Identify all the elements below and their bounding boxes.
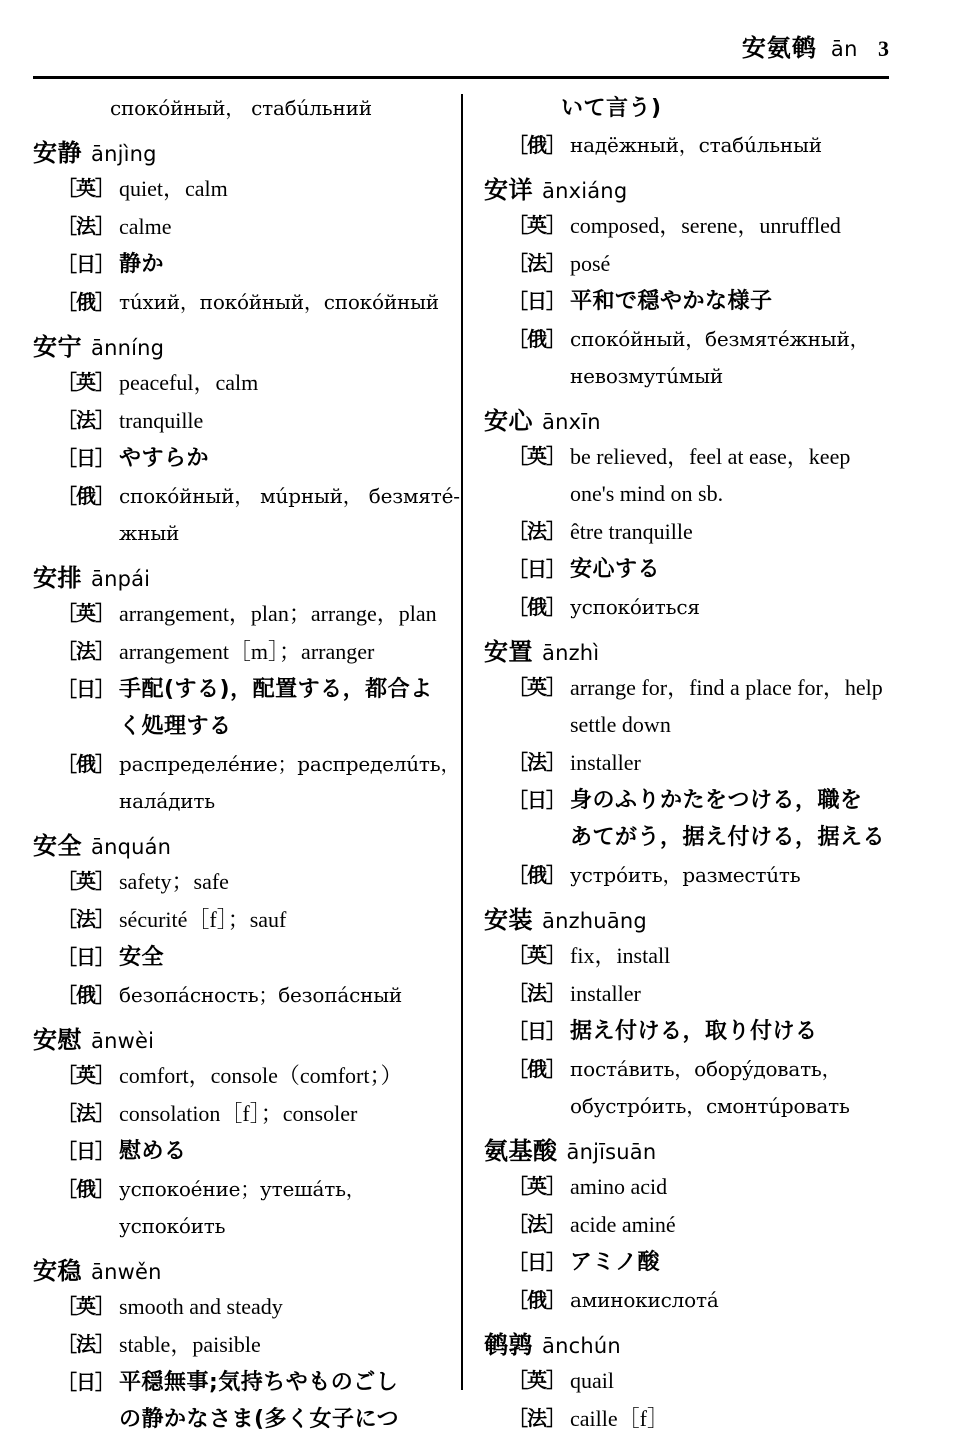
language-tag: ［英］: [57, 1294, 114, 1318]
sense-body: [114, 1171, 438, 1245]
sense-row: [484, 321, 889, 395]
language-tag: ［法］: [57, 1101, 114, 1125]
sense-row: [33, 1171, 438, 1245]
language-tag: ［法］: [508, 750, 565, 774]
sense-row: [33, 901, 438, 938]
gloss-line: постáвить，оборýдовать，: [570, 1057, 842, 1081]
dictionary-entry[interactable]: [33, 1020, 438, 1245]
sense-body: [565, 321, 889, 395]
sense-row: [33, 364, 438, 401]
headword-pinyin: ānjīsuān: [566, 1140, 657, 1164]
headword-characters: 安心: [484, 407, 533, 435]
headword-pinyin: ānxiáng: [542, 179, 628, 203]
sense-row: [33, 595, 438, 632]
headword-line[interactable]: [484, 632, 889, 667]
sense-row: [484, 127, 889, 164]
sense-body: [565, 1168, 889, 1205]
gloss-line: arrangement［m］；arranger: [119, 639, 375, 664]
dictionary-entry[interactable]: [484, 632, 889, 894]
sense-body: [565, 1282, 889, 1319]
headword-line[interactable]: [33, 1251, 438, 1286]
sense-body: [565, 1051, 889, 1125]
gloss-line: налáдить: [119, 789, 215, 813]
sense-row: [33, 977, 438, 1014]
gloss-line: composed，serene，unruffled: [570, 213, 841, 238]
sense-body: [114, 364, 438, 401]
language-tag: ［法］: [508, 519, 565, 543]
dictionary-entry[interactable]: [484, 900, 889, 1125]
sense-body: [114, 284, 438, 321]
runover-lines: [484, 90, 889, 127]
headword-line[interactable]: [484, 1325, 889, 1360]
headword-characters: 安静: [33, 139, 82, 167]
headword-characters: 安宁: [33, 333, 82, 361]
sense-row: [484, 1362, 889, 1399]
language-tag: ［英］: [57, 370, 114, 394]
sense-row: [484, 1244, 889, 1281]
sense-body: [565, 207, 889, 244]
gloss-line: надёжный，стабúльный: [570, 133, 822, 157]
gloss-line: あてがう，据え付ける，据える: [570, 825, 886, 850]
sense-body: [114, 1364, 438, 1438]
gloss-line: спокóйный， мúрный， безмятé-: [119, 484, 460, 508]
gloss-line: 平穏無事;気持ちやものごし: [119, 1370, 399, 1395]
headword-characters: 鹌鹑: [484, 1331, 533, 1359]
language-tag: ［俄］: [508, 595, 565, 619]
gloss-line: やすらか: [119, 446, 210, 471]
sense-body: [114, 671, 438, 745]
runover-lines: [33, 90, 438, 127]
sense-row: [484, 669, 889, 743]
sense-body: [114, 246, 438, 283]
sense-row: [484, 975, 889, 1012]
gloss-line: успокóить: [119, 1214, 226, 1238]
sense-body: [565, 975, 889, 1012]
sense-row: [484, 1400, 889, 1437]
headword-line[interactable]: [33, 1020, 438, 1055]
sense-row: [33, 246, 438, 283]
language-tag: ［法］: [508, 251, 565, 275]
language-tag: ［俄］: [508, 327, 565, 351]
language-tag: ［俄］: [508, 133, 565, 157]
language-tag: ［日］: [57, 446, 114, 470]
dictionary-entry[interactable]: [484, 1131, 889, 1319]
sense-body: [565, 513, 889, 550]
headword-pinyin: ānwěn: [91, 1260, 162, 1284]
language-tag: ［日］: [508, 1250, 565, 1274]
sense-row: [33, 1133, 438, 1170]
gloss-line: 安心する: [570, 557, 661, 582]
gloss-line: обустрóить，смонтúровать: [570, 1094, 850, 1118]
sense-row: [484, 513, 889, 550]
sense-body: [565, 438, 889, 512]
sense-body: [114, 1133, 438, 1170]
sense-body: [114, 746, 461, 820]
language-tag: ［俄］: [508, 1057, 565, 1081]
sense-row: [484, 1168, 889, 1205]
language-tag: ［俄］: [508, 1288, 565, 1312]
headword-line[interactable]: [484, 170, 889, 205]
sense-body: [114, 1288, 438, 1325]
gloss-line: caille［f］: [570, 1406, 669, 1431]
language-tag: ［法］: [57, 639, 114, 663]
gloss-line: 慰める: [119, 1139, 187, 1164]
headword-characters: 安稳: [33, 1257, 82, 1285]
sense-row: [33, 440, 438, 477]
language-tag: ［法］: [57, 907, 114, 931]
sense-body: [114, 208, 438, 245]
sense-row: [484, 1051, 889, 1125]
header-rule: [33, 76, 889, 79]
language-tag: ［日］: [57, 252, 114, 276]
sense-row: [484, 782, 889, 856]
gloss-line: settle down: [570, 712, 671, 737]
language-tag: ［英］: [508, 1368, 565, 1392]
language-tag: ［英］: [508, 444, 565, 468]
sense-body: [114, 478, 460, 552]
gloss-line: amino acid: [570, 1174, 668, 1199]
language-tag: ［日］: [508, 557, 565, 581]
sense-body: [565, 1206, 889, 1243]
running-head-guide-characters: 安氨鹌: [741, 34, 817, 62]
headword-pinyin: ānníng: [91, 336, 165, 360]
gloss-line: успокоéние；утешáть，: [119, 1177, 366, 1201]
headword-characters: 安排: [33, 564, 82, 592]
language-tag: ［俄］: [508, 863, 565, 887]
sense-row: [33, 939, 438, 976]
headword-line[interactable]: [33, 826, 438, 861]
language-tag: ［俄］: [57, 983, 114, 1007]
sense-body: [114, 633, 438, 670]
gloss-line: installer: [570, 750, 641, 775]
gloss-line: спокóйный，безмятéжный，: [570, 327, 870, 351]
sense-row: [484, 1206, 889, 1243]
sense-row: [33, 1057, 438, 1094]
sense-row: [484, 245, 889, 282]
sense-body: [114, 863, 438, 900]
gloss-line: いて言う): [561, 96, 662, 121]
gloss-line: tranquille: [119, 408, 204, 433]
headword-pinyin: ānzhì: [542, 641, 600, 665]
column-divider-rule: [461, 94, 463, 1390]
sense-body: [565, 245, 889, 282]
sense-body: [565, 1362, 889, 1399]
sense-body: [114, 440, 438, 477]
sense-body: [565, 589, 889, 626]
sense-row: [484, 283, 889, 320]
gloss-line: жный: [119, 521, 180, 545]
sense-row: [33, 1326, 438, 1363]
sense-body: [114, 939, 438, 976]
language-tag: ［英］: [508, 1174, 565, 1198]
gloss-line: peaceful，calm: [119, 370, 259, 395]
dictionary-entry[interactable]: [33, 1251, 438, 1438]
right-column: [484, 90, 889, 1431]
language-tag: ［俄］: [57, 1177, 114, 1201]
gloss-line: тúхий，покóйный，спокóйный: [119, 290, 439, 314]
gloss-line: невозмутúмый: [570, 364, 724, 388]
headword-line[interactable]: [484, 401, 889, 436]
sense-body: [565, 744, 889, 781]
headword-characters: 安置: [484, 638, 533, 666]
sense-row: [33, 284, 438, 321]
headword-characters: 安详: [484, 176, 533, 204]
sense-row: [484, 857, 889, 894]
language-tag: ［日］: [508, 1019, 565, 1043]
sense-body: [114, 901, 438, 938]
left-column: [33, 90, 461, 1432]
headword-characters: 氨基酸: [484, 1137, 558, 1165]
headword-pinyin: ānquán: [91, 835, 172, 859]
headword-line[interactable]: [33, 133, 438, 168]
sense-row: [33, 1364, 438, 1438]
sense-row: [33, 746, 461, 820]
gloss-line: 据え付ける，取り付ける: [570, 1019, 818, 1044]
language-tag: ［法］: [57, 1332, 114, 1356]
sense-row: [33, 1095, 438, 1132]
sense-row: [33, 863, 438, 900]
dictionary-entry[interactable]: [484, 1325, 889, 1437]
sense-body: [114, 1057, 438, 1094]
gloss-line: успокóиться: [570, 595, 700, 619]
sense-body: [565, 937, 889, 974]
headword-pinyin: ānpái: [91, 567, 151, 591]
gloss-line: 安全: [119, 945, 165, 970]
sense-body: [565, 127, 889, 164]
language-tag: ［日］: [57, 677, 114, 701]
language-tag: ［日］: [57, 1370, 114, 1394]
gloss-line: безопáсность；безопáсный: [119, 983, 403, 1007]
headword-characters: 安全: [33, 832, 82, 860]
sense-body: [114, 1326, 438, 1363]
sense-body: [565, 1244, 889, 1281]
sense-row: [484, 1013, 889, 1050]
language-tag: ［英］: [57, 601, 114, 625]
sense-body: [565, 283, 889, 320]
gloss-line: safety；safe: [119, 869, 229, 894]
dictionary-entry[interactable]: [33, 133, 438, 321]
dictionary-entry[interactable]: [484, 401, 889, 626]
gloss-line: の静かなさま(多く女子につ: [119, 1407, 400, 1432]
sense-row: [33, 170, 438, 207]
headword-pinyin: ānchún: [542, 1334, 621, 1358]
gloss-line: comfort，console（comfort；）: [119, 1063, 403, 1088]
sense-row: [484, 744, 889, 781]
language-tag: ［英］: [508, 675, 565, 699]
sense-row: [33, 402, 438, 439]
gloss-line: smooth and steady: [119, 1294, 283, 1319]
language-tag: ［日］: [508, 289, 565, 313]
running-head-pinyin: ān: [830, 37, 858, 61]
sense-row: [484, 207, 889, 244]
headword-line[interactable]: [484, 900, 889, 935]
language-tag: ［俄］: [57, 752, 114, 776]
language-tag: ［日］: [508, 788, 565, 812]
language-tag: ［英］: [57, 176, 114, 200]
language-tag: ［法］: [508, 1212, 565, 1236]
sense-body: [114, 595, 438, 632]
sense-body: [565, 669, 889, 743]
sense-row: [33, 671, 438, 745]
sense-row: [484, 1282, 889, 1319]
sense-body: [114, 170, 438, 207]
language-tag: ［英］: [508, 213, 565, 237]
gloss-line: аминокислотá: [570, 1288, 719, 1312]
gloss-line: устрóить，разместúть: [570, 863, 801, 887]
sense-row: [484, 937, 889, 974]
dictionary-entry[interactable]: [33, 826, 438, 1014]
gloss-line: être tranquille: [570, 519, 693, 544]
language-tag: ［法］: [508, 1406, 565, 1430]
sense-row: [33, 1288, 438, 1325]
language-tag: ［法］: [508, 981, 565, 1005]
page-running-head: [33, 28, 889, 72]
gloss-line: 手配(する)，配置する，都合よ: [119, 677, 433, 702]
headword-pinyin: ānxīn: [542, 410, 601, 434]
headword-characters: 安慰: [33, 1026, 82, 1054]
gloss-line: arrange for，find a place for，help: [570, 675, 883, 700]
sense-body: [565, 782, 889, 856]
gloss-line: fix，install: [570, 943, 671, 968]
gloss-line: распределéние；распределúть，: [119, 752, 461, 776]
gloss-line: quail: [570, 1368, 614, 1393]
sense-row: [33, 478, 460, 552]
headword-pinyin: ānwèi: [91, 1029, 155, 1053]
gloss-line: く処理する: [119, 714, 232, 739]
gloss-line: consolation［f］；consoler: [119, 1101, 358, 1126]
sense-body: [565, 857, 889, 894]
language-tag: ［俄］: [57, 290, 114, 314]
gloss-line: arrangement，plan；arrange，plan: [119, 601, 437, 626]
headword-pinyin: ānzhuāng: [542, 909, 647, 933]
dictionary-entry[interactable]: [33, 558, 461, 820]
sense-body: [565, 1013, 889, 1050]
headword-line[interactable]: [484, 1131, 889, 1166]
gloss-line: calme: [119, 214, 172, 239]
dictionary-columns: [33, 90, 889, 1432]
sense-row: [484, 438, 889, 512]
language-tag: ［英］: [57, 869, 114, 893]
gloss-line: stable，paisible: [119, 1332, 261, 1357]
sense-body: [114, 1095, 438, 1132]
gloss-line: acide aminé: [570, 1212, 676, 1237]
sense-row: [484, 589, 889, 626]
headword-characters: 安装: [484, 906, 533, 934]
sense-row: [484, 551, 889, 588]
dictionary-entry[interactable]: [484, 170, 889, 395]
gloss-line: 平和で穏やかな様子: [570, 289, 773, 314]
headword-line[interactable]: [33, 558, 438, 593]
gloss-line: posé: [570, 251, 611, 276]
language-tag: ［日］: [57, 945, 114, 969]
gloss-line: quiet，calm: [119, 176, 228, 201]
dictionary-entry[interactable]: [33, 327, 460, 552]
gloss-line: installer: [570, 981, 641, 1006]
page-number: 3: [878, 36, 889, 61]
language-tag: ［俄］: [57, 484, 114, 508]
headword-line[interactable]: [33, 327, 438, 362]
gloss-line: 身のふりかたをつける，職を: [570, 788, 863, 813]
gloss-line: спокóйный， стабúльний: [110, 96, 372, 120]
sense-body: [565, 1400, 889, 1437]
language-tag: ［法］: [57, 214, 114, 238]
gloss-line: アミノ酸: [570, 1250, 661, 1275]
sense-body: [114, 402, 438, 439]
language-tag: ［英］: [508, 943, 565, 967]
gloss-line: sécurité［f］；sauf: [119, 907, 287, 932]
gloss-line: be relieved，feel at ease，keep: [570, 444, 851, 469]
gloss-line: one's mind on sb.: [570, 481, 724, 506]
sense-row: [33, 208, 438, 245]
language-tag: ［法］: [57, 408, 114, 432]
gloss-line: 静か: [119, 252, 165, 277]
language-tag: ［英］: [57, 1063, 114, 1087]
language-tag: ［日］: [57, 1139, 114, 1163]
sense-body: [565, 551, 889, 588]
headword-pinyin: ānjìng: [91, 142, 157, 166]
sense-row: [33, 633, 438, 670]
sense-body: [114, 977, 438, 1014]
